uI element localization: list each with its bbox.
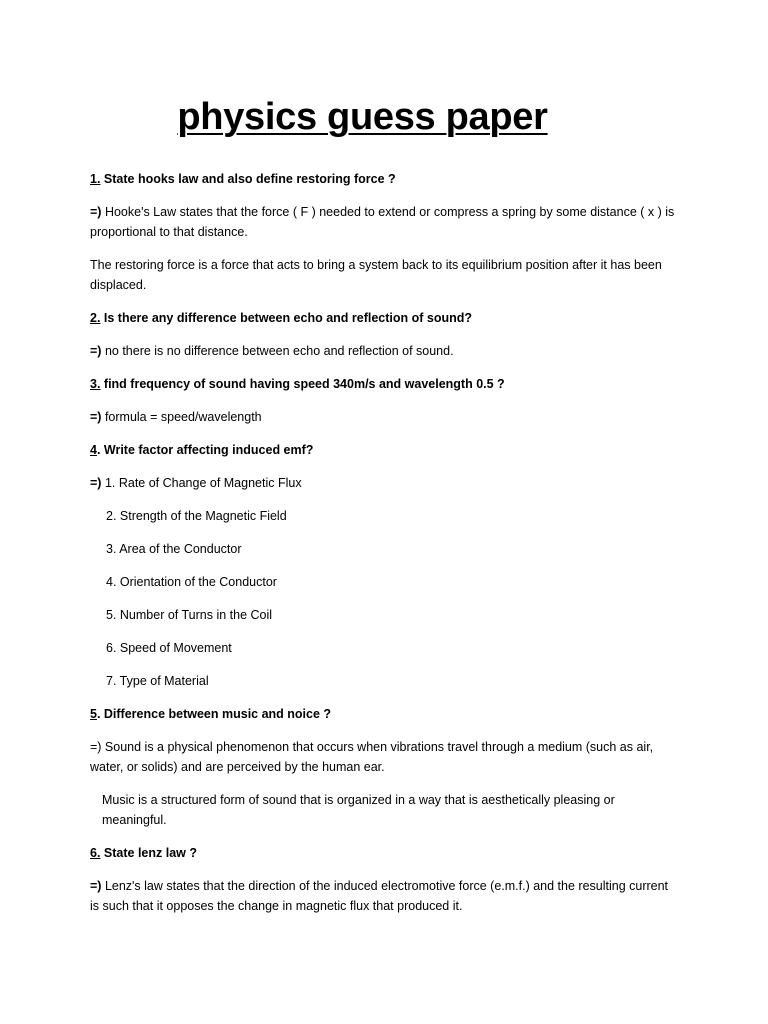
- list-item: 1. Rate of Change of Magnetic Flux: [101, 476, 302, 490]
- answer-1-extra: The restoring force is a force that acts to bring a system back to its equilibrium position after it has been displaced.: [90, 258, 662, 292]
- answer-3: [90, 407, 680, 427]
- question-4: [90, 440, 680, 460]
- answer-2: [90, 341, 680, 361]
- answer-prefix: =): [90, 410, 102, 424]
- question-text: Is there any difference between echo and reflection of sound?: [100, 311, 473, 325]
- list-item: 3. Area of the Conductor: [106, 542, 242, 556]
- answer-prefix: =): [90, 205, 102, 219]
- question-text: State lenz law ?: [100, 846, 197, 860]
- page-title: physics guess paper: [177, 96, 548, 138]
- answer-prefix: =): [90, 879, 102, 893]
- list-item: 2. Strength of the Magnetic Field: [106, 509, 287, 523]
- answer-4: [90, 473, 680, 493]
- question-1: [90, 169, 680, 189]
- list-item: 5. Number of Turns in the Coil: [106, 608, 273, 622]
- question-number: 3.: [90, 377, 101, 391]
- question-number: 6.: [90, 846, 101, 860]
- question-number: 4: [90, 443, 97, 457]
- list-item: 7. Type of Material: [106, 674, 209, 688]
- answer-text: Hooke's Law states that the force ( F ) needed to extend or compress a spring by some distance ( x ) is proportional to that distance.: [90, 205, 675, 239]
- question-text: . Difference between music and noice ?: [96, 707, 332, 721]
- list-item: 4. Orientation of the Conductor: [106, 575, 277, 589]
- document-body: [90, 169, 680, 929]
- answer-text: Lenz's law states that the direction of the induced electromotive force (e.m.f.) and the resulting current is such that it opposes the change in magnetic flux that produced it.: [90, 879, 669, 913]
- list-item: 6. Speed of Movement: [106, 641, 232, 655]
- question-text: find frequency of sound having speed 340m/s and wavelength 0.5 ?: [100, 377, 505, 391]
- answer-prefix: =): [90, 476, 102, 490]
- question-5: [90, 704, 680, 724]
- question-text: State hooks law and also define restoring force ?: [100, 172, 396, 186]
- question-number: 1.: [90, 172, 101, 186]
- answer-text: formula = speed/wavelength: [101, 410, 262, 424]
- question-number: 5: [90, 707, 97, 721]
- question-text: . Write factor affecting induced emf?: [96, 443, 314, 457]
- answer-prefix: =): [90, 344, 102, 358]
- answer-5-extra: Music is a structured form of sound that is organized in a way that is aesthetically pleasing or meaningful.: [102, 793, 615, 827]
- answer-6: [90, 876, 680, 916]
- question-number: 2.: [90, 311, 101, 325]
- question-6: [90, 843, 680, 863]
- answer-5: =) Sound is a physical phenomenon that occurs when vibrations travel through a medium (such as air, water, or solids) and are perceived by the human ear.: [90, 740, 654, 774]
- question-3: [90, 374, 680, 394]
- question-2: [90, 308, 680, 328]
- answer-1: [90, 202, 680, 242]
- answer-text: no there is no difference between echo and reflection of sound.: [101, 344, 454, 358]
